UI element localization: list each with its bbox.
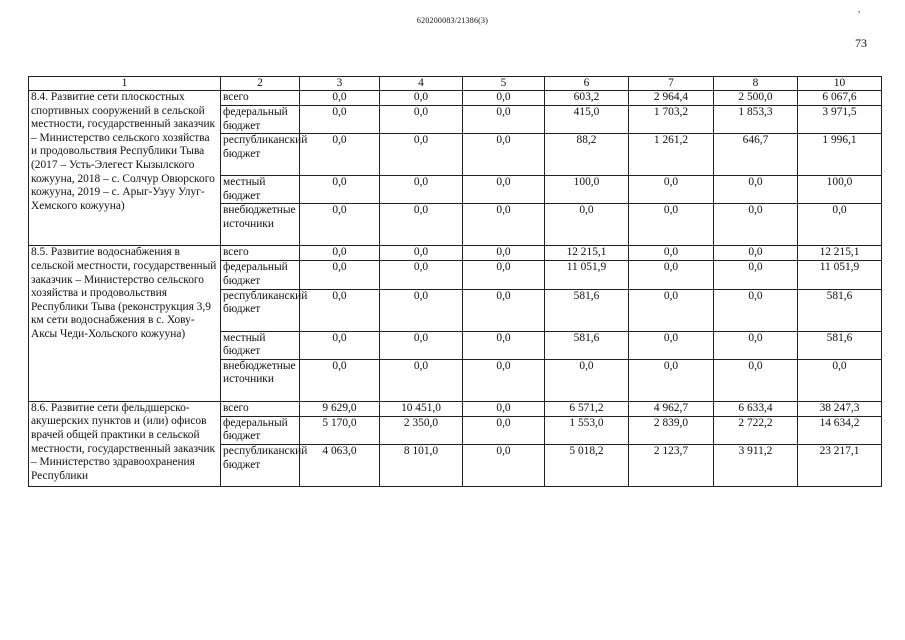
- amount-cell: 0,0: [300, 106, 380, 134]
- funding-source: всего: [221, 91, 300, 106]
- amount-cell: 0,0: [300, 359, 380, 401]
- funding-source: республиканский бюджет: [221, 134, 300, 176]
- measure-description: 8.4. Развитие сети плоскостных спортивных сооружений в сельской местности, государственный заказчик – Министерство сельского хозяйства и продовольствия Республики Тыва (2017 – Усть-Элегест Кызылского кожууна, 2018 – с. Солчур Овюрского кожууна, 2019 – с. Арыг-Узуу Улуг-Хемского кожууна): [29, 91, 221, 246]
- amount-cell: 0,0: [463, 91, 545, 106]
- amount-cell: 0,0: [714, 359, 798, 401]
- amount-cell: 0,0: [629, 261, 714, 289]
- funding-source: внебюджетные источники: [221, 204, 300, 246]
- amount-cell: 12 215,1: [798, 246, 882, 261]
- amount-cell: 100,0: [545, 176, 629, 204]
- amount-cell: 0,0: [463, 246, 545, 261]
- amount-cell: 0,0: [714, 261, 798, 289]
- column-header: 2: [221, 77, 300, 91]
- amount-cell: 603,2: [545, 91, 629, 106]
- amount-cell: 0,0: [380, 106, 463, 134]
- amount-cell: 0,0: [463, 289, 545, 331]
- amount-cell: 0,0: [714, 289, 798, 331]
- amount-cell: 2 350,0: [380, 416, 463, 444]
- amount-cell: 100,0: [798, 176, 882, 204]
- amount-cell: 11 051,9: [545, 261, 629, 289]
- amount-cell: 0,0: [629, 204, 714, 246]
- amount-cell: 0,0: [629, 359, 714, 401]
- funding-source: федеральный бюджет: [221, 106, 300, 134]
- funding-source: республиканский бюджет: [221, 289, 300, 331]
- funding-source: федеральный бюджет: [221, 261, 300, 289]
- amount-cell: 10 451,0: [380, 401, 463, 416]
- table-row: [29, 401, 882, 416]
- funding-source: всего: [221, 246, 300, 261]
- funding-source: местный бюджет: [221, 331, 300, 359]
- amount-cell: 0,0: [380, 91, 463, 106]
- amount-cell: 1 853,3: [714, 106, 798, 134]
- funding-source: местный бюджет: [221, 176, 300, 204]
- amount-cell: 1 261,2: [629, 134, 714, 176]
- amount-cell: 2 964,4: [629, 91, 714, 106]
- amount-cell: 2 500,0: [714, 91, 798, 106]
- table-row: [29, 246, 882, 261]
- amount-cell: 0,0: [380, 261, 463, 289]
- column-header-row: [29, 77, 882, 91]
- amount-cell: 0,0: [545, 204, 629, 246]
- amount-cell: 5 018,2: [545, 444, 629, 486]
- amount-cell: 581,6: [545, 331, 629, 359]
- measure-description: 8.5. Развитие водоснабжения в сельской местности, государственный заказчик – Министерство сельского хозяйства и продовольствия Республики Тыва (реконструкция 3,9 км сети водоснабжения в с. Хову-Аксы Чеди-Хольского кожууна): [29, 246, 221, 401]
- amount-cell: 0,0: [463, 416, 545, 444]
- amount-cell: 415,0: [545, 106, 629, 134]
- amount-cell: 0,0: [300, 176, 380, 204]
- funding-source: внебюджетные источники: [221, 359, 300, 401]
- amount-cell: 38 247,3: [798, 401, 882, 416]
- amount-cell: 0,0: [463, 106, 545, 134]
- amount-cell: 0,0: [463, 204, 545, 246]
- amount-cell: 0,0: [300, 204, 380, 246]
- column-header: 5: [463, 77, 545, 91]
- amount-cell: 0,0: [380, 204, 463, 246]
- amount-cell: 0,0: [380, 176, 463, 204]
- column-header: 8: [714, 77, 798, 91]
- column-header: 4: [380, 77, 463, 91]
- amount-cell: 0,0: [714, 331, 798, 359]
- amount-cell: 0,0: [380, 289, 463, 331]
- corner-mark: ,: [858, 4, 861, 14]
- column-header: 7: [629, 77, 714, 91]
- amount-cell: 1 996,1: [798, 134, 882, 176]
- amount-cell: 0,0: [463, 331, 545, 359]
- funding-source: всего: [221, 401, 300, 416]
- measure-description: 8.6. Развитие сети фельдшерско-акушерских пунктов и (или) офисов врачей общей практики в сельской местности, государственный заказчик – Министерство здравоохранения Республики: [29, 401, 221, 486]
- funding-source: федеральный бюджет: [221, 416, 300, 444]
- amount-cell: 5 170,0: [300, 416, 380, 444]
- amount-cell: 0,0: [380, 134, 463, 176]
- amount-cell: 0,0: [300, 246, 380, 261]
- amount-cell: 0,0: [714, 204, 798, 246]
- amount-cell: 0,0: [463, 261, 545, 289]
- column-header: 6: [545, 77, 629, 91]
- amount-cell: 0,0: [380, 246, 463, 261]
- amount-cell: 9 629,0: [300, 401, 380, 416]
- amount-cell: 0,0: [300, 261, 380, 289]
- amount-cell: 0,0: [300, 91, 380, 106]
- amount-cell: 581,6: [798, 289, 882, 331]
- amount-cell: 2 722,2: [714, 416, 798, 444]
- amount-cell: 0,0: [545, 359, 629, 401]
- amount-cell: 0,0: [714, 176, 798, 204]
- amount-cell: 0,0: [463, 176, 545, 204]
- page-number: 73: [855, 36, 867, 50]
- amount-cell: 0,0: [300, 331, 380, 359]
- budget-table: [28, 76, 882, 487]
- amount-cell: 0,0: [798, 204, 882, 246]
- amount-cell: 581,6: [545, 289, 629, 331]
- amount-cell: 0,0: [300, 134, 380, 176]
- amount-cell: 646,7: [714, 134, 798, 176]
- amount-cell: 0,0: [714, 246, 798, 261]
- column-header: 10: [798, 77, 882, 91]
- amount-cell: 14 634,2: [798, 416, 882, 444]
- amount-cell: 1 553,0: [545, 416, 629, 444]
- amount-cell: 0,0: [463, 359, 545, 401]
- amount-cell: 3 971,5: [798, 106, 882, 134]
- amount-cell: 0,0: [629, 246, 714, 261]
- amount-cell: 1 703,2: [629, 106, 714, 134]
- table-row: [29, 91, 882, 106]
- amount-cell: 4 962,7: [629, 401, 714, 416]
- amount-cell: 0,0: [463, 444, 545, 486]
- amount-cell: 4 063,0: [300, 444, 380, 486]
- amount-cell: 8 101,0: [380, 444, 463, 486]
- amount-cell: 2 839,0: [629, 416, 714, 444]
- amount-cell: 0,0: [629, 289, 714, 331]
- amount-cell: 88,2: [545, 134, 629, 176]
- document-code: 620200083/21386(3): [416, 16, 489, 25]
- amount-cell: 0,0: [300, 289, 380, 331]
- amount-cell: 0,0: [798, 359, 882, 401]
- amount-cell: 0,0: [629, 331, 714, 359]
- amount-cell: 11 051,9: [798, 261, 882, 289]
- amount-cell: 6 067,6: [798, 91, 882, 106]
- amount-cell: 581,6: [798, 331, 882, 359]
- amount-cell: 3 911,2: [714, 444, 798, 486]
- amount-cell: 0,0: [463, 401, 545, 416]
- amount-cell: 0,0: [380, 331, 463, 359]
- column-header: 3: [300, 77, 380, 91]
- amount-cell: 2 123,7: [629, 444, 714, 486]
- funding-source: республиканский бюджет: [221, 444, 300, 486]
- amount-cell: 6 633,4: [714, 401, 798, 416]
- amount-cell: 0,0: [629, 176, 714, 204]
- amount-cell: 12 215,1: [545, 246, 629, 261]
- amount-cell: 0,0: [380, 359, 463, 401]
- amount-cell: 0,0: [463, 134, 545, 176]
- amount-cell: 6 571,2: [545, 401, 629, 416]
- amount-cell: 23 217,1: [798, 444, 882, 486]
- column-header: 1: [29, 77, 221, 91]
